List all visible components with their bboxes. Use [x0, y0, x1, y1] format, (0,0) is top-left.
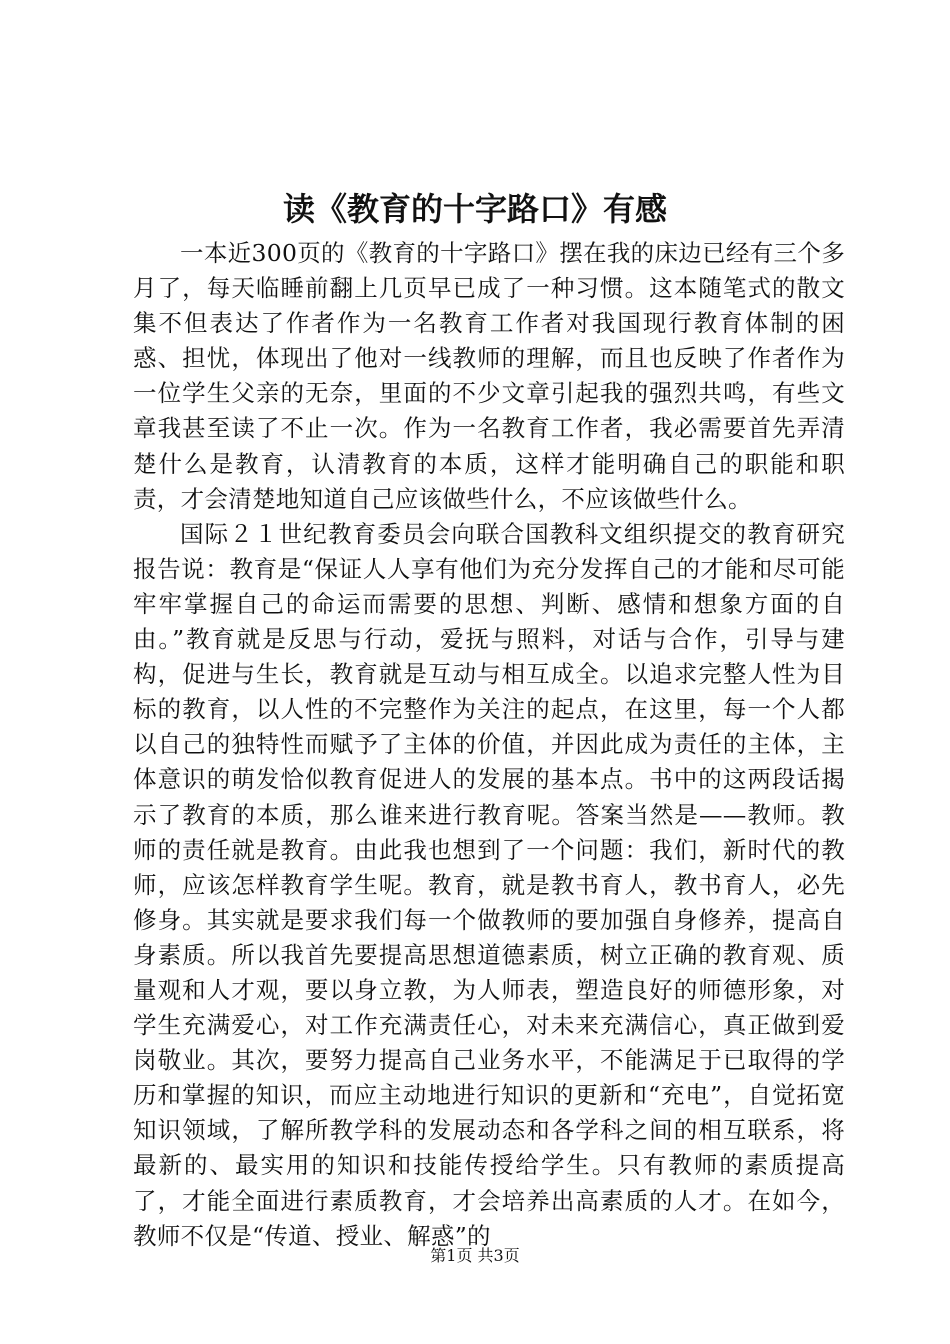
paragraph: 国际２１世纪教育委员会向联合国教科文组织提交的教育研究报告说：教育是“保证人人享有他们为充分发挥自己的才能和尽可能牢牢掌握自己的命运而需要的思想、判断、感情和想象方面的自由。”教育就是反思与行动，爱抚与照料，对话与合作，引导与建构，促进与生长，教育就是互动与相互成全。以追求完整人性为目标的教育，以人性的不完整作为关注的起点，在这里，每一个人都以自己的独特性而赋予了主体的价值，并因此成为责任的主体，主体意识的萌发恰似教育促进人的发展的基本点。书中的这两段话揭示了教育的本质，那么谁来进行教育呢。答案当然是——教师。教师的责任就是教育。由此我也想到了一个问题：我们，新时代的教师，应该怎样教育学生呢。教育，就是教书育人，教书育人，必先修身。其实就是要求我们每一个做教师的要加强自身修养，提高自身素质。所以我首先要提高思想道德素质，树立正确的教育观、质量观和人才观，要以身立教，为人师表，塑造良好的师德形象，对学生充满爱心，对工作充满责任心，对未来充满信心，真正做到爱岗敬业。其次，要努力提高自己业务水平，不能满足于已取得的学历和掌握的知识，而应主动地进行知识的更新和“充电”，自觉拓宽知识领域，了解所教学科的发展动态和各学科之间的相互联系，将最新的、最实用的知识和技能传授给学生。只有教师的素质提高了，才能全面进行素质教育，才会培养出高素质的人才。在如今，教师不仅是“传道、授业、解惑”的 — [133, 519, 845, 1250]
document-body — [133, 236, 845, 1254]
document-title: 读《教育的十字路口》有感 — [282, 190, 667, 228]
paragraph: 一本近300页的《教育的十字路口》摆在我的床边已经有三个多月了，每天临睡前翻上几页早已成了一种习惯。这本随笔式的散文集不但表达了作者作为一名教育工作者对我国现行教育体制的困惑、担忧，体现出了他对一线教师的理解，而且也反映了作者作为一位学生父亲的无奈，里面的不少文章引起我的强烈共鸣，有些文章我甚至读了不止一次。作为一名教育工作者，我必需要首先弄清楚什么是教育，认清教育的本质，这样才能明确自己的职能和职责，才会清楚地知道自己应该做些什么，不应该做些什么。 — [133, 239, 845, 513]
page-footer: 第1页 共3页 — [430, 1246, 520, 1265]
